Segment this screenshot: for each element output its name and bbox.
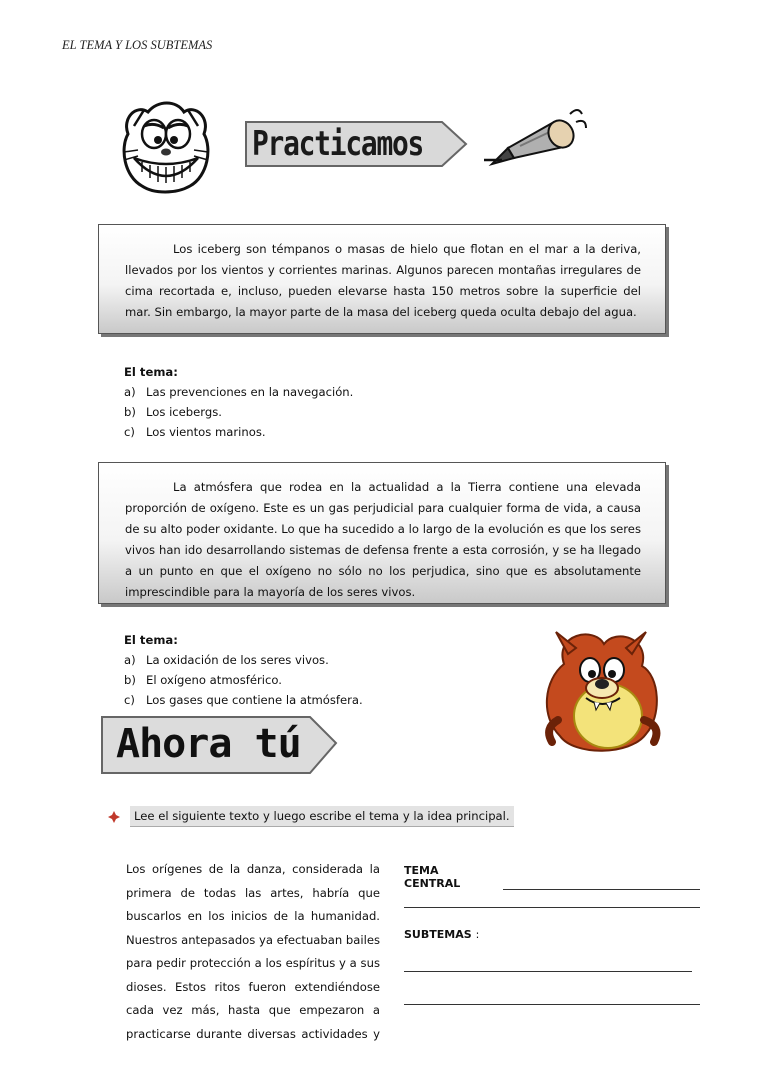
passage-dance-line: Los orígenes de la danza, considerada la [126, 862, 380, 876]
tema-central-answer-line-2[interactable] [404, 907, 700, 908]
subtemas-row [404, 928, 479, 941]
subtemas-answer-line-2[interactable] [404, 1004, 700, 1005]
question-1-label: El tema: [124, 365, 178, 379]
passage-dance-line: practicarse durante diversas actividades y [126, 1026, 380, 1041]
question-2-option-b[interactable]: b) El oxígeno atmosférico. [124, 673, 282, 687]
practicamos-title: Practicamos [252, 124, 424, 164]
passage-dance-line: para pedir protección a los espíritus y a sus [126, 956, 380, 970]
passage-atmosphere-text: La atmósfera que rodea en la actualidad a la Tierra contiene una elevada proporción de oxígeno. Este es un gas perjudicial para cualquier forma de vida, a causa de su alto poder oxidante. Lo que ha sucedido a lo largo de la evolución es que los seres vivos han ido desarrollando sistemas de defensa frente a esta corrosión, y se ha llegado a un punto en que el oxígeno no sólo no los perjudica, sino que es absolutamente imprescindible para la mayoría de los seres vivos. [125, 480, 641, 599]
ahora-tu-title: Ahora tú [116, 721, 301, 767]
document-header: EL TEMA Y LOS SUBTEMAS [62, 38, 213, 52]
passage-dance-line: buscarlos en los inicios de la humanidad. [126, 909, 380, 923]
ahora-tu-banner [100, 713, 340, 777]
question-2-label: El tema: [124, 633, 178, 647]
passage-atmosphere [98, 462, 666, 604]
subtemas-colon: : [475, 928, 480, 941]
question-1 [124, 362, 353, 442]
garfield-icon [118, 96, 214, 196]
tema-central-row [404, 864, 700, 890]
question-1-option-b[interactable]: b) Los icebergs. [124, 405, 222, 419]
question-1-option-c[interactable]: c) Los vientos marinos. [124, 425, 266, 439]
question-2-option-a[interactable]: a) La oxidación de los seres vivos. [124, 653, 329, 667]
passage-dance-line: primera de todas las artes, habría que [126, 885, 380, 900]
instruction-text: Lee el siguiente texto y luego escribe el tema y la idea principal. [130, 806, 514, 827]
passage-dance-line: dioses. Estos ritos fueron extendiéndose [126, 979, 380, 994]
tema-central-answer-line[interactable] [503, 889, 700, 890]
passage-iceberg [98, 224, 666, 334]
passage-iceberg-text: Los iceberg son témpanos o masas de hielo que flotan en el mar a la deriva, llevados por los vientos y corrientes marinas. Algunos parecen montañas irregulares de cima recortada e, incluso, pueden elevarse hasta 150 metros sobre la superficie del mar. Sin embargo, la mayor parte de la masa del iceberg queda oculta debajo del agua. [125, 242, 641, 319]
bullet-icon [108, 811, 120, 823]
question-2-option-c[interactable]: c) Los gases que contiene la atmósfera. [124, 693, 363, 707]
question-2 [124, 630, 363, 710]
passage-dance-line: Nuestros antepasados ya efectuaban bailes [126, 932, 380, 947]
pencil-icon [484, 100, 590, 170]
question-1-option-a[interactable]: a) Las prevenciones en la navegación. [124, 385, 354, 399]
practicamos-banner [244, 118, 470, 168]
tema-central-label: TEMA CENTRAL [404, 864, 461, 890]
taz-icon [534, 624, 666, 762]
passage-dance [126, 858, 380, 1046]
passage-dance-line: cada vez más, hasta que empezaron a [126, 1003, 380, 1017]
instruction [108, 806, 514, 827]
subtemas-answer-line-1[interactable] [404, 971, 692, 972]
subtemas-label: SUBTEMAS [404, 928, 472, 941]
